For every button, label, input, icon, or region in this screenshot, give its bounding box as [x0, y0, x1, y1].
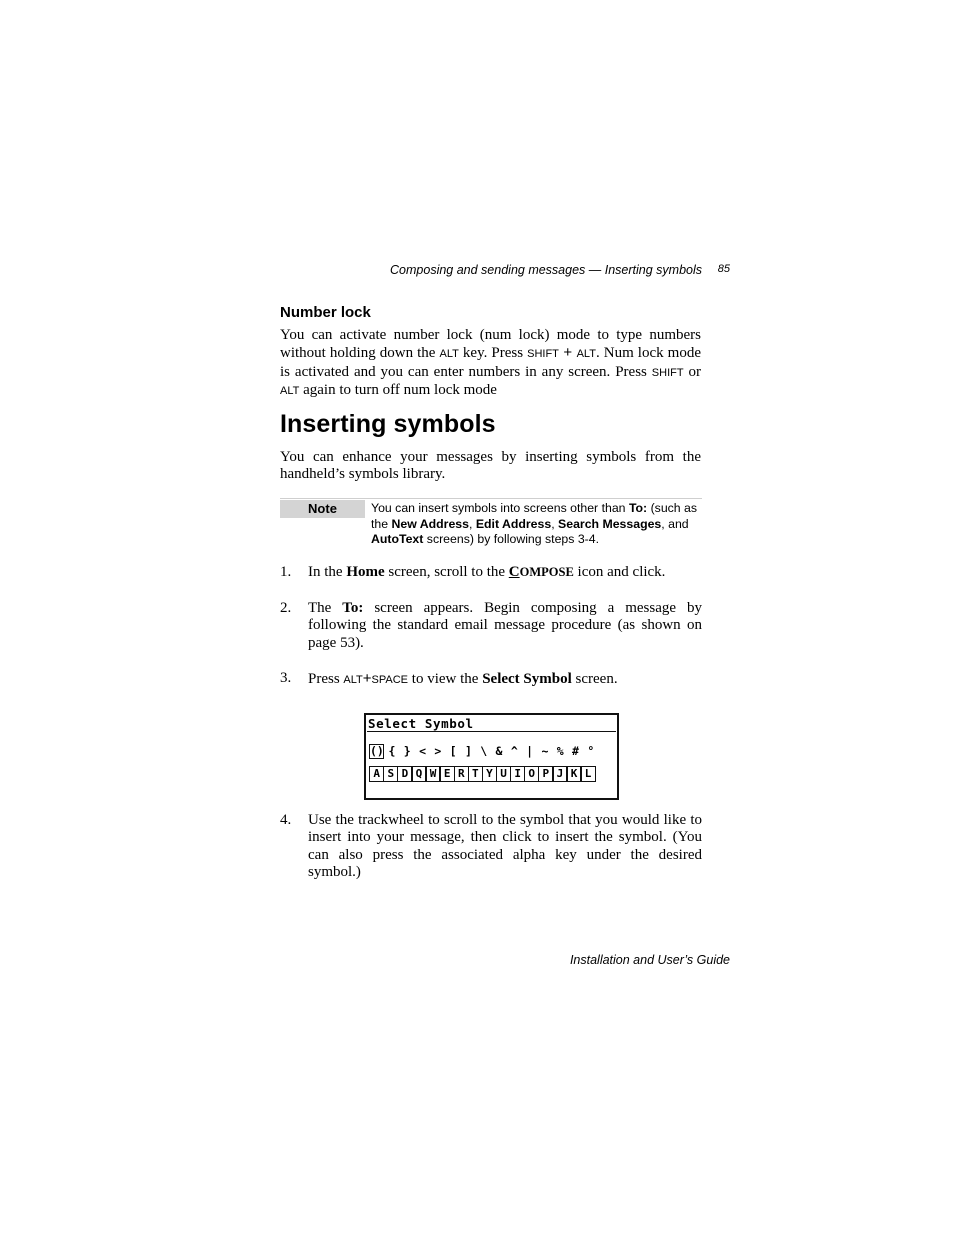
key-shift: SHIFT	[527, 348, 559, 361]
symbol-cell[interactable]: <	[419, 744, 426, 758]
alpha-key-cell[interactable]: J	[552, 766, 567, 782]
running-header	[280, 262, 732, 280]
bold-term: Edit Address	[475, 516, 552, 531]
alpha-key-cell[interactable]: K	[566, 766, 581, 782]
alpha-key-cell[interactable]: Y	[482, 766, 497, 782]
alpha-key-cell[interactable]: O	[524, 766, 539, 782]
section-heading-number-lock: Number lock	[280, 304, 371, 321]
number-lock-paragraph	[280, 327, 701, 400]
screen-title-divider	[367, 731, 616, 732]
compose-term	[509, 564, 574, 580]
alpha-key-cell[interactable]: I	[510, 766, 525, 782]
section-heading-inserting-symbols: Inserting symbols	[280, 410, 496, 438]
alpha-key-cell[interactable]: S	[383, 766, 398, 782]
symbol-cell[interactable]: °	[587, 744, 595, 758]
text-run: to view the	[408, 671, 483, 687]
symbol-cell[interactable]: ]	[464, 744, 472, 758]
symbol-cell[interactable]: \	[480, 744, 488, 758]
bold-term: Home	[346, 564, 385, 580]
text-run: The	[308, 600, 343, 616]
compose-initial: C	[508, 564, 520, 580]
step-item	[280, 670, 702, 689]
text-run: ,	[551, 516, 559, 531]
text-run: screens) by following steps 3-4.	[423, 532, 600, 547]
bold-term: Select Symbol	[482, 671, 572, 687]
step-item	[280, 600, 702, 652]
step-item	[280, 564, 702, 581]
bold-term: New Address	[391, 516, 469, 531]
text-run: screen appears. Begin composing a message by following the standard email message procedure (as shown on page 53).	[308, 600, 702, 651]
bold-term: AutoText	[371, 532, 424, 547]
text-run: (such as the	[371, 501, 698, 531]
alpha-key-cell[interactable]: R	[454, 766, 469, 782]
symbol-cell[interactable]: ^	[510, 744, 518, 758]
text-run: or	[683, 363, 701, 380]
bold-term: To:	[342, 600, 364, 616]
alpha-key-cell[interactable]: T	[468, 766, 483, 782]
key-row	[369, 766, 595, 783]
step-item	[280, 812, 702, 881]
text-run: In the	[308, 564, 347, 580]
symbol-cell[interactable]: ~	[541, 744, 549, 758]
alpha-key-cell[interactable]: E	[439, 766, 454, 782]
key-space: SPACE	[371, 674, 409, 686]
alpha-key-cell[interactable]: D	[397, 766, 412, 782]
symbol-cell[interactable]: }	[403, 744, 411, 758]
text-run: , and	[661, 516, 689, 531]
step-text	[308, 564, 702, 581]
text-run: You can activate number lock (num lock) mode to type numbers without holding down the	[280, 327, 701, 362]
text-run: . Num lock mode is activated and you can enter numbers in any screen. Press	[280, 345, 701, 380]
bold-term: To:	[628, 501, 648, 515]
note-box	[280, 498, 702, 549]
text-run: again to turn off num lock mode	[299, 381, 497, 398]
alpha-key-cell[interactable]: Q	[411, 766, 426, 782]
note-body	[371, 501, 701, 548]
key-alt: ALT	[343, 674, 363, 686]
text-run: screen.	[571, 671, 618, 687]
step-number: 3.	[280, 670, 292, 686]
text-run: icon and click.	[573, 564, 666, 580]
plus-sign: +	[558, 344, 577, 362]
symbol-cell[interactable]: [	[449, 744, 457, 758]
step-text	[308, 600, 702, 652]
alpha-key-cell[interactable]: P	[538, 766, 553, 782]
key-alt: ALT	[439, 348, 459, 361]
symbol-cell[interactable]: &	[495, 744, 503, 758]
step-text	[308, 670, 702, 689]
page-number: 85	[717, 263, 730, 275]
text-run: You can insert symbols into screens other than	[371, 501, 629, 515]
key-shift: SHIFT	[651, 366, 684, 379]
running-head-title: Composing and sending messages — Inserting symbols	[390, 263, 702, 277]
text-run: screen, scroll to the	[384, 564, 509, 580]
alpha-key-cell[interactable]: L	[580, 766, 595, 782]
symbol-cell[interactable]: ()	[370, 744, 384, 758]
symbol-cell[interactable]: %	[556, 744, 564, 758]
bold-term: Search Messages	[558, 516, 662, 531]
symbol-cell[interactable]: #	[572, 744, 579, 758]
step-number: 1.	[280, 564, 292, 580]
alpha-key-cell[interactable]: U	[496, 766, 511, 782]
step-number: 2.	[280, 600, 292, 616]
screen-title: Select Symbol	[368, 716, 474, 731]
text-run: ,	[468, 516, 476, 531]
key-alt: ALT	[576, 348, 596, 361]
alpha-key-cell[interactable]: W	[425, 766, 440, 782]
key-alt: ALT	[280, 384, 300, 397]
page-footer: Installation and User’s Guide	[569, 953, 730, 967]
alpha-key-cell[interactable]: A	[369, 766, 384, 782]
symbol-cell[interactable]: |	[526, 744, 534, 758]
text-run: key. Press	[458, 345, 528, 362]
note-label: Note	[280, 500, 365, 518]
symbol-cell[interactable]: {	[388, 744, 396, 758]
plus-sign: +	[362, 670, 372, 687]
symbol-row	[369, 744, 598, 760]
symbol-cell[interactable]: >	[434, 744, 442, 758]
step-text: Use the trackwheel to scroll to the symbol that you would like to insert into your message, then click to insert the symbol. (You can also press the associated alpha key under the desired symbol.)	[308, 812, 702, 880]
compose-rest: OMPOSE	[519, 565, 574, 579]
step-number: 4.	[280, 812, 292, 828]
intro-paragraph: You can enhance your messages by inserting symbols from the handheld’s symbols library.	[280, 449, 701, 483]
text-run: Press	[308, 671, 344, 687]
select-symbol-screenshot	[364, 713, 619, 800]
